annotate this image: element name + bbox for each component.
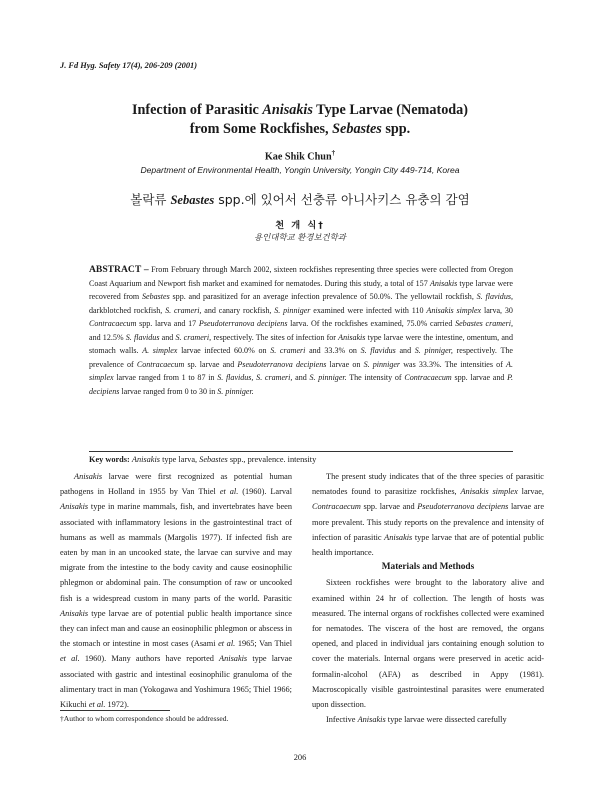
page-number: 206	[293, 753, 307, 762]
keywords: Key words: Anisakis type larva, Sebastes spp., prevalence. intensity	[89, 455, 317, 464]
author-name: Kae Shik Chun†	[264, 149, 336, 163]
korean-affiliation: 용인대학교 환경보건학과	[254, 232, 346, 242]
section-heading-methods: Materials and Methods	[381, 562, 475, 573]
abstract-divider	[89, 451, 513, 452]
left-column	[60, 469, 292, 712]
footnote: †Author to whom correspondence should be addressed.	[60, 714, 229, 723]
keywords-label: Key words:	[89, 455, 130, 464]
korean-author: 천 개 식†	[275, 220, 325, 231]
korean-title: 볼락류 Sebastes spp.에 있어서 선충류 아니사키스 유충의 감염	[130, 192, 470, 207]
abstract: ABSTRACT – From February through March 2002, sixteen rockfishes representing three species were collected from Oregon Coast Aquarium and Newport fish market and examined for nematodes. During this study, a total of 157 Anisakis type larvae were recovered from Sebastes spp. and parasitized for an average infection prevalence of 50.0%. The yellowtail rockfish, S. flavidus, darkblotched rockfish, S. crameri, and canary rockfish, S. pinniger examined were infected with 110 Anisakis simplex larva, 30 Contracaecum spp. larva and 17 Pseudoterranova decipiens larva. Of the rockfishes examined, 75.0% carried Sebastes crameri, and 12.5% S. flavidus and S. crameri, respectively. The sites of infection for Anisakis type larvae were the intestine, omentum, and stomach walls. A. simplex larvae infected 60.0% on S. crameri and 33.3% on S. flavidus and S. pinniger, respectively. The prevalence of Contracaecum sp. larvae and Pseudoterranova decipiens larvae on S. pinniger was 33.3%. The intensities of A. simplex larvae ranged from 1 to 87 in S. flavidus, S. crameri, and S. pinniger. The intensity of Contracaecum spp. larvae and P. decipiens larvae ranged from 0 to 30 in S. pinniger.	[89, 264, 513, 396]
methods-paragraph: Sixteen rockfishes were brought to the laboratory alive and examined within 24 hr of collection. The length of hosts was measured. The internal organs of rockfishes collected were examined for nematodes. The viscera of the host are removed, the organs opened, and placed in individual jars containing enough solution to cover the materials. Internal organs were preserved in acetic acid-formalin-alcohol (AFA) as described in Appy (1981). Macroscopically visible gastrointestinal parasites were enumerated upon dissection.	[312, 578, 544, 710]
author-affiliation: Department of Environmental Health, Yongin University, Yongin City 449-714, Korea	[140, 165, 460, 175]
right-column	[312, 469, 544, 727]
footnote-divider	[60, 710, 170, 711]
abstract-heading: ABSTRACT –	[89, 264, 149, 275]
title-line2: from Some Rockfishes, Sebastes spp.	[189, 121, 411, 137]
paper-title	[60, 101, 540, 139]
title-line1: Infection of Parasitic Anisakis Type Larvae (Nematoda)	[131, 102, 468, 118]
intro-paragraph: Anisakis larvae were first recognized as potential human pathogens in Holland in 1955 by Van Thiel et al. (1960). Larval Anisakis type in marine mammals, fish, and invertebrates have been associated with inflammatory lesions in the gastrointestinal tract of humans as well as mammals (Margolis 1977). If infected fish are eaten by man in an uncooked state, the larvae can survive and may migrate from the intestine to the body cavity and cause eosinophilic phlegmon or abdominal pain. The consumption of raw or uncooked fish is a widespread custom in many parts of the world. Parasitic Anisakis type larvae are of potential public health importance since they can infect man and cause an eosinophilic phlegmon or abscess in the stomach or intestine in most cases (Asami et al. 1965; Van Thiel et al. 1960). Many authors have reported Anisakis type larvae associated with gastric and intestinal eosinophilic granuloma of the alimentary tract in man (Yokogawa and Yoshimura 1965; Thiel 1966; Kikuchi et al. 1972).	[60, 472, 293, 710]
journal-reference: J. Fd Hyg. Safety 17(4), 206-209 (2001)	[60, 61, 198, 70]
study-paragraph: The present study indicates that of the three species of parasitic nematodes found to parasitize rockfishes, Anisakis simplex larvae, Contracaecum spp. larvae and Pseudoterranova decipiens larvae are more prevalent. This study reports on the prevalence and intensity of infection of parasitic Anisakis type larvae that are of potential public health importance.	[312, 472, 544, 558]
dagger-mark: †	[331, 149, 336, 157]
methods-paragraph-continued: Infective Anisakis type larvae were dissected carefully	[326, 715, 507, 725]
